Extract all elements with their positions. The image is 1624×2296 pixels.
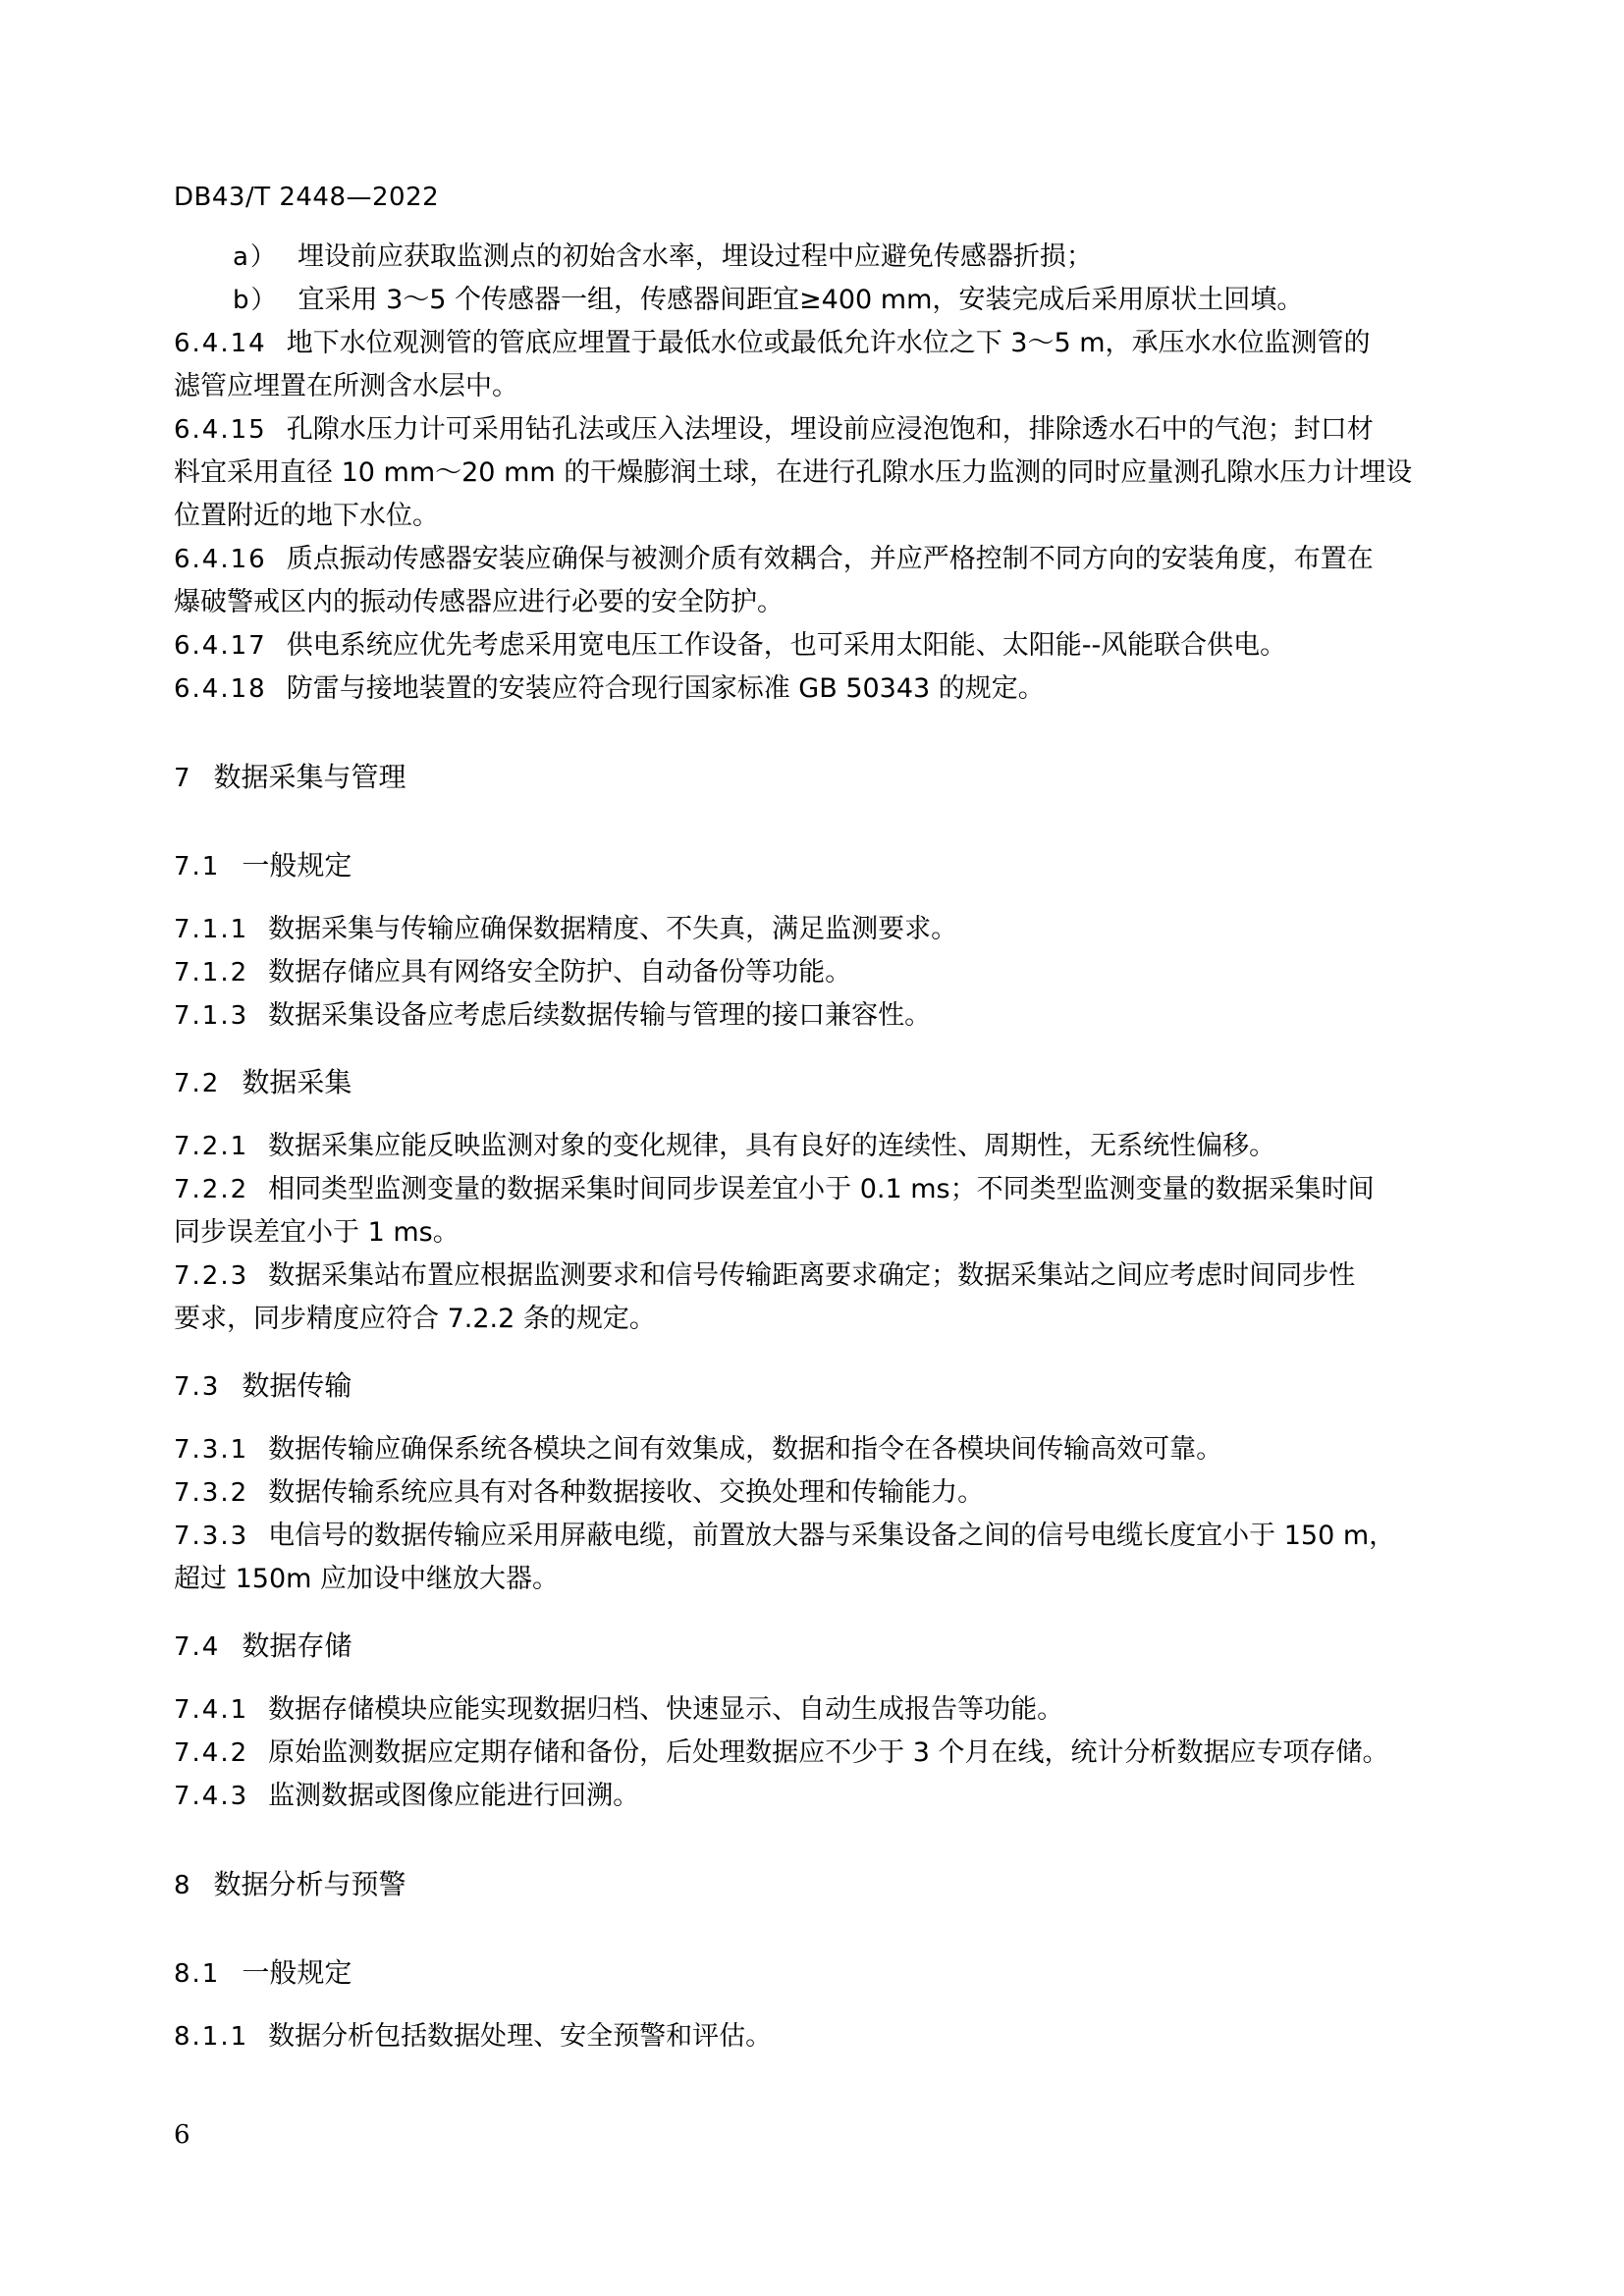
section-heading-7-4 xyxy=(174,1625,1470,1668)
clause-number: 7.4.3 xyxy=(174,1782,249,1811)
heading-title: 数据分析与预警 xyxy=(213,1868,406,1900)
heading-title: 一般规定 xyxy=(242,1956,352,1989)
clause-number: 6.4.16 xyxy=(174,545,267,574)
clause-7-1-3 xyxy=(174,994,1470,1038)
heading-title: 数据存储 xyxy=(242,1629,352,1662)
clause-text: 数据采集站布置应根据监测要求和信号传输距离要求确定；数据采集站之间应考虑时间同步性 xyxy=(268,1260,1356,1291)
clause-text: 相同类型监测变量的数据采集时间同步误差宜小于 0.1 ms；不同类型监测变量的数据采集时间 xyxy=(268,1174,1375,1204)
clause-text: 孔隙水压力计可采用钻孔法或压入法埋设，埋设前应浸泡饱和，排除透水石中的气泡；封口材 xyxy=(286,414,1374,445)
heading-number: 8 xyxy=(174,1871,192,1900)
clause-number: 7.1.1 xyxy=(174,915,249,944)
heading-number: 7.1 xyxy=(174,852,221,881)
clause-6-4-17 xyxy=(174,624,1470,667)
clause-7-2-2 xyxy=(174,1168,1470,1211)
document-body xyxy=(174,236,1470,2058)
page-number: 6 xyxy=(174,2120,190,2150)
clause-number: 8.1.1 xyxy=(174,2022,249,2052)
heading-title: 数据采集 xyxy=(242,1066,352,1098)
heading-title: 数据传输 xyxy=(242,1369,352,1402)
clause-6-4-14 xyxy=(174,322,1470,365)
clause-continuation: 位置附近的地下水位。 xyxy=(174,501,439,531)
list-label: a） xyxy=(233,242,278,272)
document-code-header: DB43/T 2448—2022 xyxy=(174,183,440,212)
clause-7-3-3 xyxy=(174,1515,1470,1558)
clause-continuation: 要求，同步精度应符合 7.2.2 条的规定。 xyxy=(174,1304,656,1334)
clause-7-1-1 xyxy=(174,908,1470,951)
section-heading-7-2 xyxy=(174,1061,1470,1104)
list-text: 埋设前应获取监测点的初始含水率，埋设过程中应避免传感器折损； xyxy=(297,241,1093,272)
clause-text: 数据传输应确保系统各模块之间有效集成，数据和指令在各模块间传输高效可靠。 xyxy=(268,1434,1223,1465)
clause-number: 7.1.2 xyxy=(174,958,249,988)
clause-7-3-2 xyxy=(174,1471,1470,1515)
clause-number: 6.4.14 xyxy=(174,329,267,358)
section-heading-7-3 xyxy=(174,1364,1470,1408)
clause-text: 监测数据或图像应能进行回溯。 xyxy=(268,1781,640,1811)
clause-7-2-1 xyxy=(174,1125,1470,1168)
list-text: 宜采用 3～5 个传感器一组，传感器间距宜≥400 mm，安装完成后采用原状土回填。 xyxy=(298,285,1304,315)
clause-text: 原始监测数据应定期存储和备份，后处理数据应不少于 3 个月在线，统计分析数据应专项存储。 xyxy=(268,1737,1389,1768)
clause-number: 6.4.15 xyxy=(174,415,267,445)
heading-number: 7 xyxy=(174,764,192,793)
clause-number: 7.3.1 xyxy=(174,1435,249,1465)
clause-number: 7.3.2 xyxy=(174,1478,249,1508)
heading-number: 7.2 xyxy=(174,1069,221,1098)
heading-title: 一般规定 xyxy=(242,849,352,881)
clause-text: 数据存储模块应能实现数据归档、快速显示、自动生成报告等功能。 xyxy=(268,1694,1064,1725)
clause-text: 供电系统应优先考虑采用宽电压工作设备，也可采用太阳能、太阳能--风能联合供电。 xyxy=(286,630,1287,661)
clause-text: 数据采集设备应考虑后续数据传输与管理的接口兼容性。 xyxy=(268,1000,932,1031)
clause-number: 7.4.2 xyxy=(174,1738,249,1768)
clause-7-4-3 xyxy=(174,1775,1470,1818)
clause-7-2-3 xyxy=(174,1255,1470,1298)
clause-continuation: 超过 150m 应加设中继放大器。 xyxy=(174,1564,560,1594)
clause-7-3-1 xyxy=(174,1428,1470,1471)
heading-title: 数据采集与管理 xyxy=(213,761,406,793)
clause-text: 地下水位观测管的管底应埋置于最低水位或最低允许水位之下 3～5 m，承压水水位监测管的 xyxy=(286,328,1371,358)
clause-6-4-18 xyxy=(174,667,1470,711)
chapter-heading-7 xyxy=(174,756,1470,799)
chapter-heading-8 xyxy=(174,1863,1470,1906)
list-item-b xyxy=(174,279,1470,322)
heading-number: 7.3 xyxy=(174,1372,221,1402)
clause-number: 7.2.2 xyxy=(174,1175,249,1204)
clause-7-1-2 xyxy=(174,951,1470,994)
clause-number: 6.4.18 xyxy=(174,674,267,704)
clause-text: 数据采集应能反映监测对象的变化规律，具有良好的连续性、周期性，无系统性偏移。 xyxy=(268,1131,1276,1161)
clause-text: 质点振动传感器安装应确保与被测介质有效耦合，并应严格控制不同方向的安装角度，布置在 xyxy=(286,544,1374,574)
section-heading-7-1 xyxy=(174,844,1470,887)
clause-number: 7.4.1 xyxy=(174,1695,249,1725)
clause-text: 数据采集与传输应确保数据精度、不失真，满足监测要求。 xyxy=(268,914,958,944)
clause-text: 数据分析包括数据处理、安全预警和评估。 xyxy=(268,2021,773,2052)
clause-text: 电信号的数据传输应采用屏蔽电缆，前置放大器与采集设备之间的信号电缆长度宜小于 150 m， xyxy=(268,1521,1396,1551)
clause-number: 7.2.1 xyxy=(174,1132,249,1161)
clause-7-4-1 xyxy=(174,1688,1470,1732)
clause-continuation: 料宜采用直径 10 mm～20 mm 的干燥膨润土球，在进行孔隙水压力监测的同时应量测孔隙水压力计埋设 xyxy=(174,457,1413,488)
clause-text: 防雷与接地装置的安装应符合现行国家标准 GB 50343 的规定。 xyxy=(286,673,1045,704)
clause-number: 6.4.17 xyxy=(174,631,267,661)
list-item-a xyxy=(174,236,1470,279)
heading-number: 8.1 xyxy=(174,1959,221,1989)
clause-6-4-15 xyxy=(174,408,1470,452)
clause-text: 数据传输系统应具有对各种数据接收、交换处理和传输能力。 xyxy=(268,1477,985,1508)
clause-number: 7.3.3 xyxy=(174,1522,249,1551)
clause-6-4-16 xyxy=(174,538,1470,581)
clause-7-4-2 xyxy=(174,1732,1470,1775)
clause-number: 7.1.3 xyxy=(174,1001,249,1031)
heading-number: 7.4 xyxy=(174,1632,221,1662)
clause-text: 数据存储应具有网络安全防护、自动备份等功能。 xyxy=(268,957,852,988)
clause-8-1-1 xyxy=(174,2015,1470,2058)
section-heading-8-1 xyxy=(174,1951,1470,1995)
clause-number: 7.2.3 xyxy=(174,1261,249,1291)
clause-continuation: 同步误差宜小于 1 ms。 xyxy=(174,1217,460,1248)
clause-continuation: 爆破警戒区内的振动传感器应进行必要的安全防护。 xyxy=(174,587,784,617)
clause-continuation: 滤管应埋置在所测含水层中。 xyxy=(174,371,518,401)
list-label: b） xyxy=(233,286,279,315)
